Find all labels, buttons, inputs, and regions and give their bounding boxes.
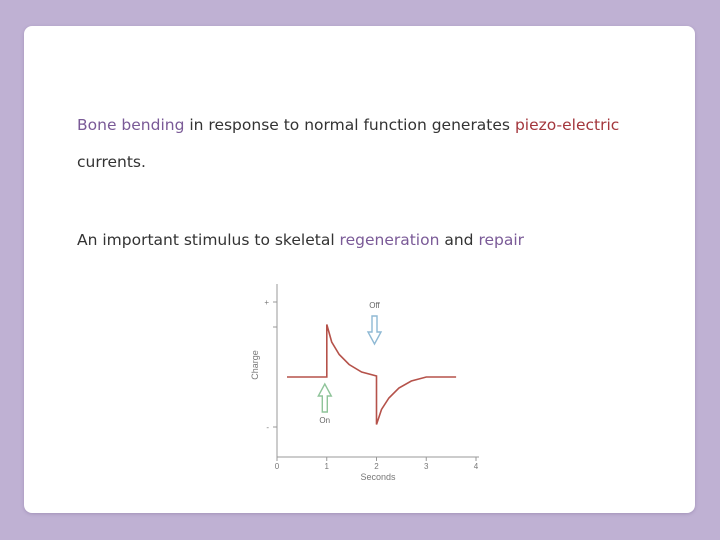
x-tick-label: 0 [274,462,280,471]
charge-chart-svg [244,272,514,482]
slide [24,26,695,513]
x-tick-label: 3 [424,462,429,471]
text-line-3 [77,231,524,249]
text-line-1 [77,115,619,135]
x-axis-label: Seconds [360,472,396,482]
text-line-2: currents. [77,153,146,171]
off-label: Off [369,301,380,310]
text-segment: in response to normal function generates [184,116,515,134]
off-arrow-icon [368,316,381,344]
x-tick-label: 1 [324,462,329,471]
y-tick-label: - [266,423,269,432]
highlight-repair: repair [478,231,525,249]
text-segment: and [439,231,479,249]
charge-chart [244,272,514,482]
y-axis-label: Charge [250,350,260,380]
y-tick-label: + [264,298,269,307]
highlight-bone-bending: Bone bending [77,116,185,134]
highlight-piezo-electric: piezo-electric [514,116,620,134]
on-label: On [319,416,331,425]
on-arrow-icon [318,384,331,412]
x-tick-label: 4 [473,462,479,471]
highlight-regeneration: regeneration [339,231,440,249]
text-segment: An important stimulus to skeletal [77,231,340,249]
x-tick-label: 2 [374,462,379,471]
